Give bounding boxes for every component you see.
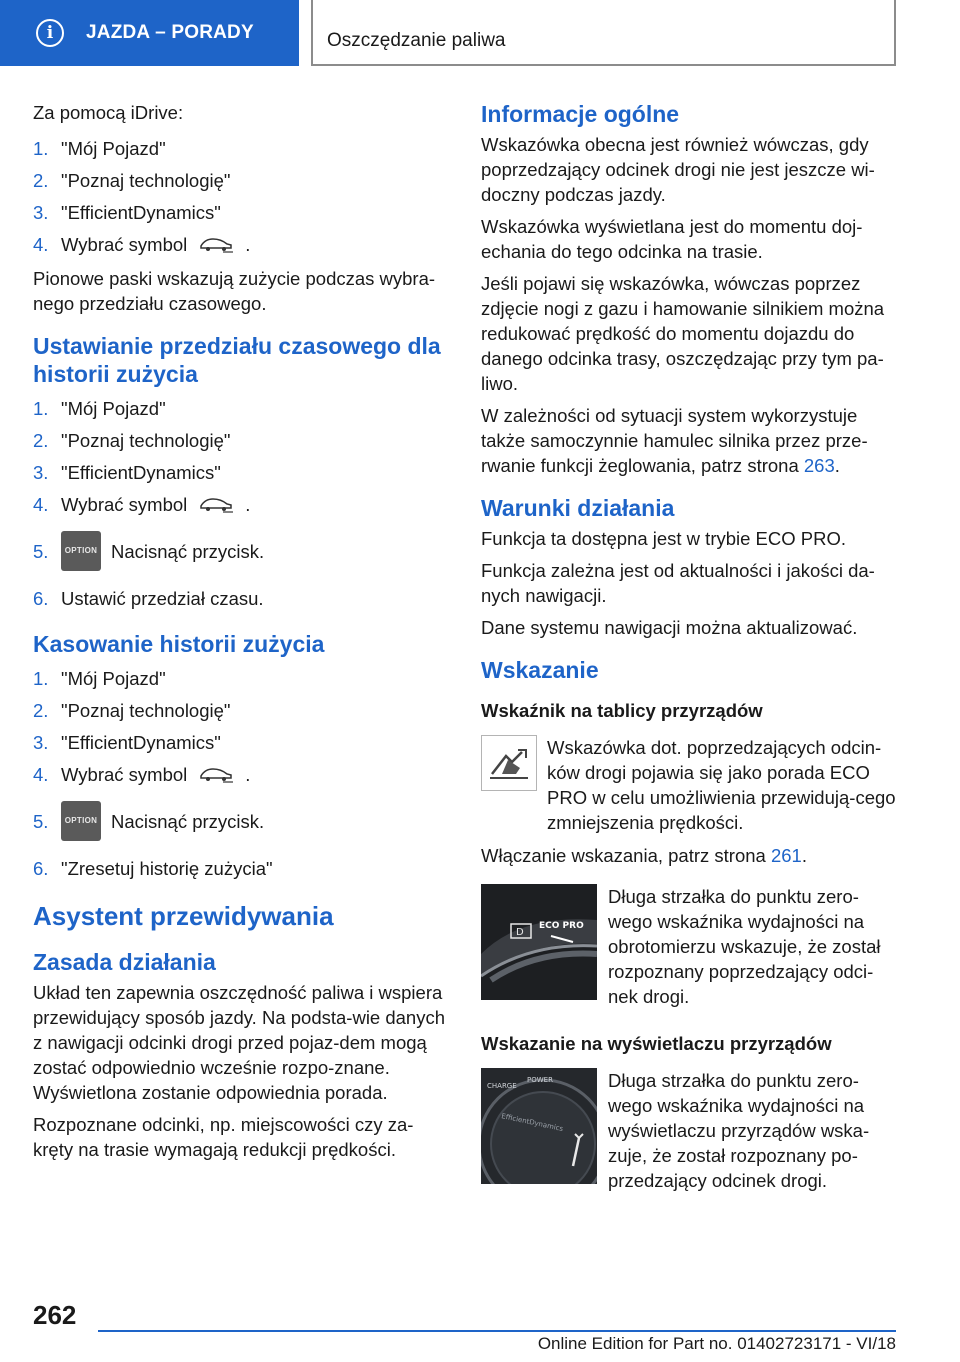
- bars-text: Pionowe paski wskazują zużycie podczas wybra‐nego przedziału czasowego.: [33, 268, 436, 314]
- list-item: 1. "Mój Pojazd": [33, 397, 166, 419]
- heading-interval: Ustawianie przedziału czasowego dla historii zużycia: [33, 333, 441, 387]
- list-item: 1. "Mój Pojazd": [33, 137, 166, 159]
- section-tab[interactable]: [0, 0, 299, 66]
- svg-text:CHARGE: CHARGE: [487, 1082, 517, 1090]
- tacho-figure-row: [481, 884, 896, 1009]
- section-title: JAZDA – PORADY: [86, 22, 254, 43]
- footer-divider: [98, 1330, 896, 1332]
- conditions-text-2: Funkcja zależna jest od aktualności i jakości da‐nych nawigacji.: [481, 560, 875, 606]
- left-column: [33, 100, 448, 1169]
- svg-text:D: D: [516, 927, 524, 938]
- page-header: [0, 0, 960, 66]
- list-item: 5. OPTION Nacisnąć przycisk.: [33, 520, 448, 582]
- list-item: 4. Wybrać symbol .: [33, 233, 251, 255]
- list-item: 2. "Poznaj technologię": [33, 169, 231, 191]
- list-item: 2. "Poznaj technologię": [33, 429, 231, 451]
- tacho-arrow-text: Długa strzałka do punktu zero‐wego wskaźnika wydajności na obrotomierzu wskazuje, że został rozpoznany poprzedzający odci‐nek drogi.: [608, 886, 881, 1007]
- edition-text: Online Edition for Part no. 01402723171 - VI/18: [537, 1334, 896, 1353]
- cluster-hint-row: [481, 735, 896, 835]
- conditions-text-1: Funkcja ta dostępna jest w trybie ECO PRO.: [481, 528, 847, 549]
- topic-box: [311, 0, 896, 66]
- heading-general: Informacje ogólne: [481, 101, 680, 127]
- steps-list-view: [33, 132, 448, 260]
- list-item: 6. Ustawić przedział czasu.: [33, 587, 264, 609]
- page-link-263[interactable]: 263: [803, 455, 835, 476]
- heading-screen: Wskazanie na wyświetlaczu przyrządów: [481, 1033, 832, 1054]
- conditions-text-3: Dane systemu nawigacji można aktualizować.: [481, 617, 858, 638]
- car-consumption-icon: [199, 235, 235, 253]
- list-item: 4. Wybrać symbol .: [33, 763, 251, 785]
- option-button-icon: OPTION: [61, 801, 101, 841]
- car-consumption-icon: [199, 495, 235, 513]
- instrument-display-photo: [481, 1068, 597, 1184]
- info-icon: i: [36, 19, 64, 47]
- svg-text:POWER: POWER: [527, 1076, 553, 1084]
- general-text-2: Wskazówka wyświetlana jest do momentu doj‐echania do tego odcinka na trasie.: [481, 216, 863, 262]
- topic-title: Oszczędzanie paliwa: [327, 30, 506, 51]
- eco-foot-icon: [481, 735, 537, 791]
- principle-text-2: Rozpoznane odcinki, np. miejscowości czy za‐kręty na trasie wymagają redukcji prędkości.: [33, 1114, 414, 1160]
- general-text-1: Wskazówka obecna jest również wówczas, gdy poprzedzający odcinek drogi nie jest jeszcze wi‐doczny podczas jazdy.: [481, 134, 875, 205]
- list-item: 4. Wybrać symbol .: [33, 493, 251, 515]
- heading-principle: Zasada działania: [33, 949, 216, 975]
- list-item: 2. "Poznaj technologię": [33, 699, 231, 721]
- principle-text: Układ ten zapewnia oszczędność paliwa i wspiera przewidujący sposób jazdy. Na podsta‐wie danych z nawigacji odcinki drogi przed pojaz‐dem mogą zostać odpowiednio wcześnie rozpo‐znane. Wyświetlona zostanie odpowiednia porada.: [33, 982, 446, 1103]
- heading-conditions: Warunki działania: [481, 495, 675, 521]
- list-item: 6. "Zresetuj historię zużycia": [33, 857, 273, 879]
- list-item: 3. "EfficientDynamics": [33, 461, 221, 483]
- page-number: 262: [33, 1300, 77, 1330]
- list-item: 3. "EfficientDynamics": [33, 731, 221, 753]
- general-text-3: Jeśli pojawi się wskazówka, wówczas poprzez zdjęcie nogi z gazu i hamowanie silnikiem można redukować prędkość do momentu dojazdu do danego odcinka trasy, oszczędzając przy tym pa‐liwo.: [481, 273, 885, 394]
- heading-cluster: Wskaźnik na tablicy przyrządów: [481, 700, 763, 721]
- screen-arrow-text: Długa strzałka do punktu zero‐wego wskaźnika wydajności na wyświetlaczu przyrządów wska‐zuje, że został rozpoznany po‐przedzający odcinek drogi.: [608, 1070, 870, 1191]
- option-button-icon: OPTION: [61, 531, 101, 571]
- steps-list-reset: [33, 662, 448, 884]
- enable-text: Włączanie wskazania, patrz strona 261.: [481, 845, 807, 866]
- svg-text:EfficientDynamics: EfficientDynamics: [500, 1112, 564, 1134]
- list-item: 5. OPTION Nacisnąć przycisk.: [33, 790, 448, 852]
- svg-text:ECO PRO: ECO PRO: [539, 921, 584, 931]
- right-column: [481, 100, 896, 1201]
- heading-display: Wskazanie: [481, 657, 599, 683]
- car-consumption-icon: [199, 765, 235, 783]
- heading-reset: Kasowanie historii zużycia: [33, 631, 325, 657]
- heading-assistant: Asystent przewidywania: [33, 901, 334, 931]
- steps-list-interval: [33, 392, 448, 614]
- intro-text: Za pomocą iDrive:: [33, 102, 184, 123]
- cluster-hint-text: Wskazówka dot. poprzedzających odcin‐ków drogi pojawia się jako porada ECO PRO w celu umożliwienia przewidują‐cego zmniejszenia prędkości.: [547, 737, 896, 833]
- list-item: 1. "Mój Pojazd": [33, 667, 166, 689]
- screen-figure-row: [481, 1068, 896, 1193]
- page-link-261[interactable]: 261: [770, 845, 802, 866]
- general-text-4: W zależności od sytuacji system wykorzystuje także samoczynnie hamulec silnika przez prze‐rwanie funkcji żeglowania, patrz strona 263.: [481, 405, 868, 476]
- tachometer-photo: [481, 884, 597, 1000]
- list-item: 3. "EfficientDynamics": [33, 201, 221, 223]
